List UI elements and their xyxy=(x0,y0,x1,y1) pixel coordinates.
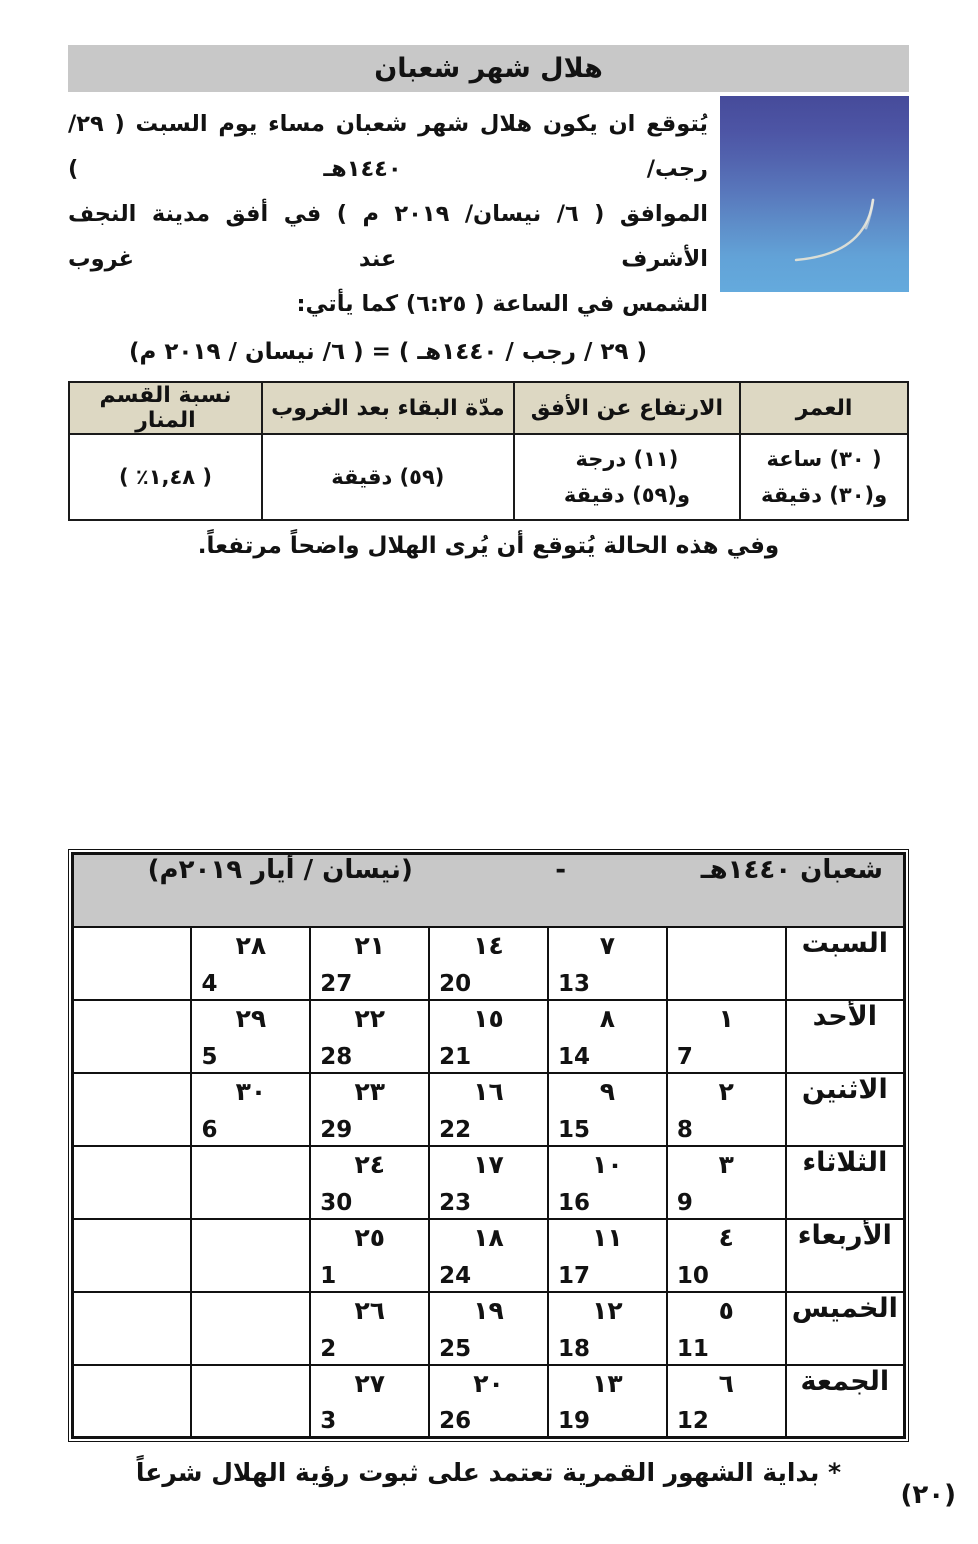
hijri-day-number: ٩ xyxy=(599,1076,616,1106)
calendar-row xyxy=(73,1365,905,1438)
date-cell xyxy=(429,1292,548,1365)
date-cell xyxy=(191,1365,310,1438)
stats-value-line: و(٥٩) دقيقة xyxy=(563,483,691,507)
gregorian-day-number: 29 xyxy=(320,1116,353,1143)
gregorian-day-number: 6 xyxy=(201,1116,218,1143)
intro-paragraph xyxy=(68,96,720,375)
stats-value-line: (٥٩) دقيقة xyxy=(331,465,445,489)
intro-line-2: الموافق ( ٦/ نيسان/ ٢٠١٩ م ) في أفق مدينة النجف الأشرف عند غروب xyxy=(68,201,708,272)
date-cell xyxy=(191,1219,310,1292)
hijri-day-number xyxy=(74,1293,190,1333)
gregorian-day-number: 16 xyxy=(557,1189,590,1216)
intro-line-3: الشمس في الساعة ( ٦:٢٥) كما يأتي: xyxy=(296,291,708,317)
stats-value-1 xyxy=(514,434,741,520)
hijri-day-number: ١١ xyxy=(592,1222,623,1252)
hijri-day-number: ٢٤ xyxy=(354,1149,385,1179)
date-cell xyxy=(667,1219,786,1292)
intro-line-1: يُتوقع ان يكون هلال شهر شعبان مساء يوم السبت ( ٢٩/ رجب/ ١٤٤٠هـ ) xyxy=(68,111,708,182)
day-name: الأربعاء xyxy=(786,1219,905,1292)
shaban-calendar-table xyxy=(71,852,906,1439)
date-cell xyxy=(73,1073,192,1146)
date-cell xyxy=(548,1219,667,1292)
date-cell xyxy=(429,1219,548,1292)
hijri-day-number: ١٠ xyxy=(592,1149,623,1179)
date-cell xyxy=(310,1292,429,1365)
hijri-day-number: ١٩ xyxy=(473,1295,504,1325)
gregorian-day-number: 20 xyxy=(439,970,472,997)
date-cell xyxy=(73,1146,192,1219)
hijri-day-number xyxy=(74,1147,190,1187)
hijri-day-number: ١٢ xyxy=(592,1295,623,1325)
hijri-day-number: ١٨ xyxy=(473,1222,504,1252)
gregorian-day-number: 19 xyxy=(557,1408,590,1434)
hijri-day-number: ٢٢ xyxy=(354,1003,385,1033)
hijri-day-number: ٢٦ xyxy=(354,1295,385,1325)
date-equivalence-line: ( ٢٩ / رجب / ١٤٤٠هـ ) = ( ٦/ نيسان / ٢٠١٩ م) xyxy=(128,339,648,365)
hijri-day-number xyxy=(74,1074,190,1114)
crescent-arc-icon xyxy=(720,96,909,292)
stats-header-0: العمر xyxy=(740,382,908,434)
stats-value-0 xyxy=(740,434,908,520)
date-cell xyxy=(667,1000,786,1073)
date-cell xyxy=(429,927,548,1000)
date-cell xyxy=(191,1146,310,1219)
hijri-day-number: ٢٥ xyxy=(354,1222,385,1252)
gregorian-day-number: 15 xyxy=(557,1116,590,1143)
date-cell xyxy=(548,1365,667,1438)
gregorian-day-number: 2 xyxy=(320,1335,337,1362)
calendar-frame xyxy=(68,849,909,1442)
date-cell xyxy=(310,1365,429,1438)
date-cell xyxy=(73,1219,192,1292)
hijri-day-number: ١٥ xyxy=(473,1003,504,1033)
stats-header-row xyxy=(69,382,908,434)
stats-header-1: الارتفاع عن الأفق xyxy=(514,382,741,434)
hijri-day-number: ٢٨ xyxy=(235,930,267,960)
gregorian-day-number: 8 xyxy=(676,1116,693,1143)
hijri-day-number: ٢١ xyxy=(354,930,385,960)
calendar-row xyxy=(73,927,905,1000)
date-cell xyxy=(73,1292,192,1365)
stats-value-line: ( ٣٠) ساعة xyxy=(766,447,882,471)
hijri-day-number: ٦ xyxy=(718,1368,734,1398)
hijri-day-number: ١٦ xyxy=(473,1076,504,1106)
calendar-title-row xyxy=(73,854,905,927)
visibility-note: وفي هذه الحالة يُتوقع أن يُرى الهلال واضحاً مرتفعاً. xyxy=(197,533,780,559)
hijri-day-number xyxy=(74,1001,190,1041)
calendar-body xyxy=(73,927,905,1438)
hijri-day-number: ٢٧ xyxy=(354,1368,385,1398)
calendar-row xyxy=(73,1073,905,1146)
date-cell xyxy=(310,1073,429,1146)
calendar-row xyxy=(73,1146,905,1219)
gregorian-day-number: 5 xyxy=(201,1043,218,1070)
page-content xyxy=(68,45,909,1487)
date-cell xyxy=(667,1073,786,1146)
hijri-day-number xyxy=(192,1293,309,1333)
stats-header-3: نسبة القسم المنار xyxy=(69,382,262,434)
date-cell xyxy=(73,927,192,1000)
date-cell xyxy=(667,1365,786,1438)
date-cell xyxy=(429,1146,548,1219)
date-cell xyxy=(667,927,786,1000)
hijri-day-number xyxy=(192,1147,309,1187)
stats-value-line: ( ١,٤٨٪ ) xyxy=(118,465,213,489)
gregorian-day-number: 1 xyxy=(320,1262,337,1289)
date-cell xyxy=(429,1000,548,1073)
date-cell xyxy=(73,1000,192,1073)
gregorian-day-number: 9 xyxy=(676,1189,693,1216)
gregorian-day-number: 23 xyxy=(439,1189,472,1216)
date-cell xyxy=(667,1146,786,1219)
calendar-title-cell xyxy=(73,854,905,927)
date-cell xyxy=(191,1000,310,1073)
hijri-day-number: ٥ xyxy=(718,1295,734,1325)
hijri-day-number: ٣٠ xyxy=(235,1076,267,1106)
stats-value-line: (١١) درجة xyxy=(575,447,679,471)
day-name: السبت xyxy=(786,927,905,1000)
hijri-day-number: ٢٠ xyxy=(473,1368,504,1398)
hijri-day-number: ٨ xyxy=(599,1003,616,1033)
date-cell xyxy=(191,1073,310,1146)
calendar-row xyxy=(73,1292,905,1365)
date-cell xyxy=(191,1292,310,1365)
gregorian-day-number: 13 xyxy=(557,970,590,997)
date-cell xyxy=(548,1000,667,1073)
gregorian-day-number: 24 xyxy=(439,1262,472,1289)
gregorian-day-number: 30 xyxy=(320,1189,353,1216)
date-cell xyxy=(310,1219,429,1292)
calendar-row xyxy=(73,1000,905,1073)
day-name: الأحد xyxy=(786,1000,905,1073)
moon-stats-table xyxy=(68,381,909,521)
hijri-day-number xyxy=(74,1366,190,1406)
day-name: الثلاثاء xyxy=(786,1146,905,1219)
hijri-day-number: ٢ xyxy=(718,1076,734,1106)
hijri-day-number: ٢٣ xyxy=(354,1076,385,1106)
date-cell xyxy=(310,1000,429,1073)
date-cell xyxy=(548,1292,667,1365)
hijri-day-number: ١ xyxy=(718,1003,734,1033)
day-name: الخميس xyxy=(786,1292,905,1365)
gregorian-day-number: 18 xyxy=(557,1335,590,1362)
stats-header-2: مدّة البقاء بعد الغروب xyxy=(262,382,514,434)
date-cell xyxy=(429,1365,548,1438)
stats-value-2 xyxy=(262,434,514,520)
stats-value-line: و(٣٠) دقيقة xyxy=(761,483,888,507)
gregorian-day-number: 11 xyxy=(676,1335,709,1362)
gregorian-day-number: 25 xyxy=(439,1335,472,1362)
day-name: الجمعة xyxy=(786,1365,905,1438)
page-title: هلال شهر شعبان xyxy=(68,45,909,92)
gregorian-day-number: 28 xyxy=(320,1043,353,1070)
gregorian-day-number: 17 xyxy=(557,1262,590,1289)
hijri-day-number xyxy=(192,1220,309,1260)
calendar-title xyxy=(88,855,889,885)
date-cell xyxy=(548,927,667,1000)
page-number: (٢٠) xyxy=(900,1480,956,1510)
date-cell xyxy=(310,1146,429,1219)
intro-section xyxy=(68,96,909,375)
date-cell xyxy=(429,1073,548,1146)
date-cell xyxy=(73,1365,192,1438)
calendar-title-separator: - xyxy=(555,855,566,885)
hijri-day-number xyxy=(668,928,785,968)
calendar-row xyxy=(73,1219,905,1292)
gregorian-day-number: 14 xyxy=(557,1043,590,1070)
date-cell xyxy=(310,927,429,1000)
stats-value-3 xyxy=(69,434,262,520)
lunar-month-footnote: * بداية الشهور القمرية تعتمد على ثبوت رؤية الهلال شرعاً xyxy=(135,1458,842,1487)
hijri-day-number: ١٣ xyxy=(592,1368,623,1398)
day-name: الاثنين xyxy=(786,1073,905,1146)
hijri-day-number xyxy=(74,928,190,968)
hijri-day-number: ٣ xyxy=(718,1149,734,1179)
hijri-day-number: ١٧ xyxy=(473,1149,504,1179)
hijri-day-number xyxy=(74,1220,190,1260)
gregorian-day-number: 12 xyxy=(676,1408,709,1434)
date-cell xyxy=(191,927,310,1000)
date-cell xyxy=(548,1073,667,1146)
crescent-moon-photo xyxy=(720,96,909,292)
gregorian-day-number: 10 xyxy=(676,1262,709,1289)
stats-value-row xyxy=(69,434,908,520)
gregorian-day-number: 4 xyxy=(201,970,218,997)
date-cell xyxy=(667,1292,786,1365)
gregorian-day-number: 27 xyxy=(320,970,353,997)
calendar-title-hijri: شعبان ١٤٤٠هـ xyxy=(700,855,883,885)
gregorian-day-number: 21 xyxy=(439,1043,472,1070)
date-cell xyxy=(548,1146,667,1219)
gregorian-day-number: 7 xyxy=(676,1043,693,1070)
gregorian-day-number: 22 xyxy=(439,1116,472,1143)
gregorian-day-number: 26 xyxy=(439,1408,472,1434)
hijri-day-number: ٢٩ xyxy=(235,1003,267,1033)
hijri-day-number: ١٤ xyxy=(473,930,504,960)
hijri-day-number xyxy=(192,1366,309,1406)
hijri-day-number: ٤ xyxy=(718,1222,734,1252)
calendar-title-gregorian: (نيسان / أيار ٢٠١٩م) xyxy=(147,855,413,885)
gregorian-day-number: 3 xyxy=(320,1408,337,1434)
hijri-day-number: ٧ xyxy=(599,930,616,960)
